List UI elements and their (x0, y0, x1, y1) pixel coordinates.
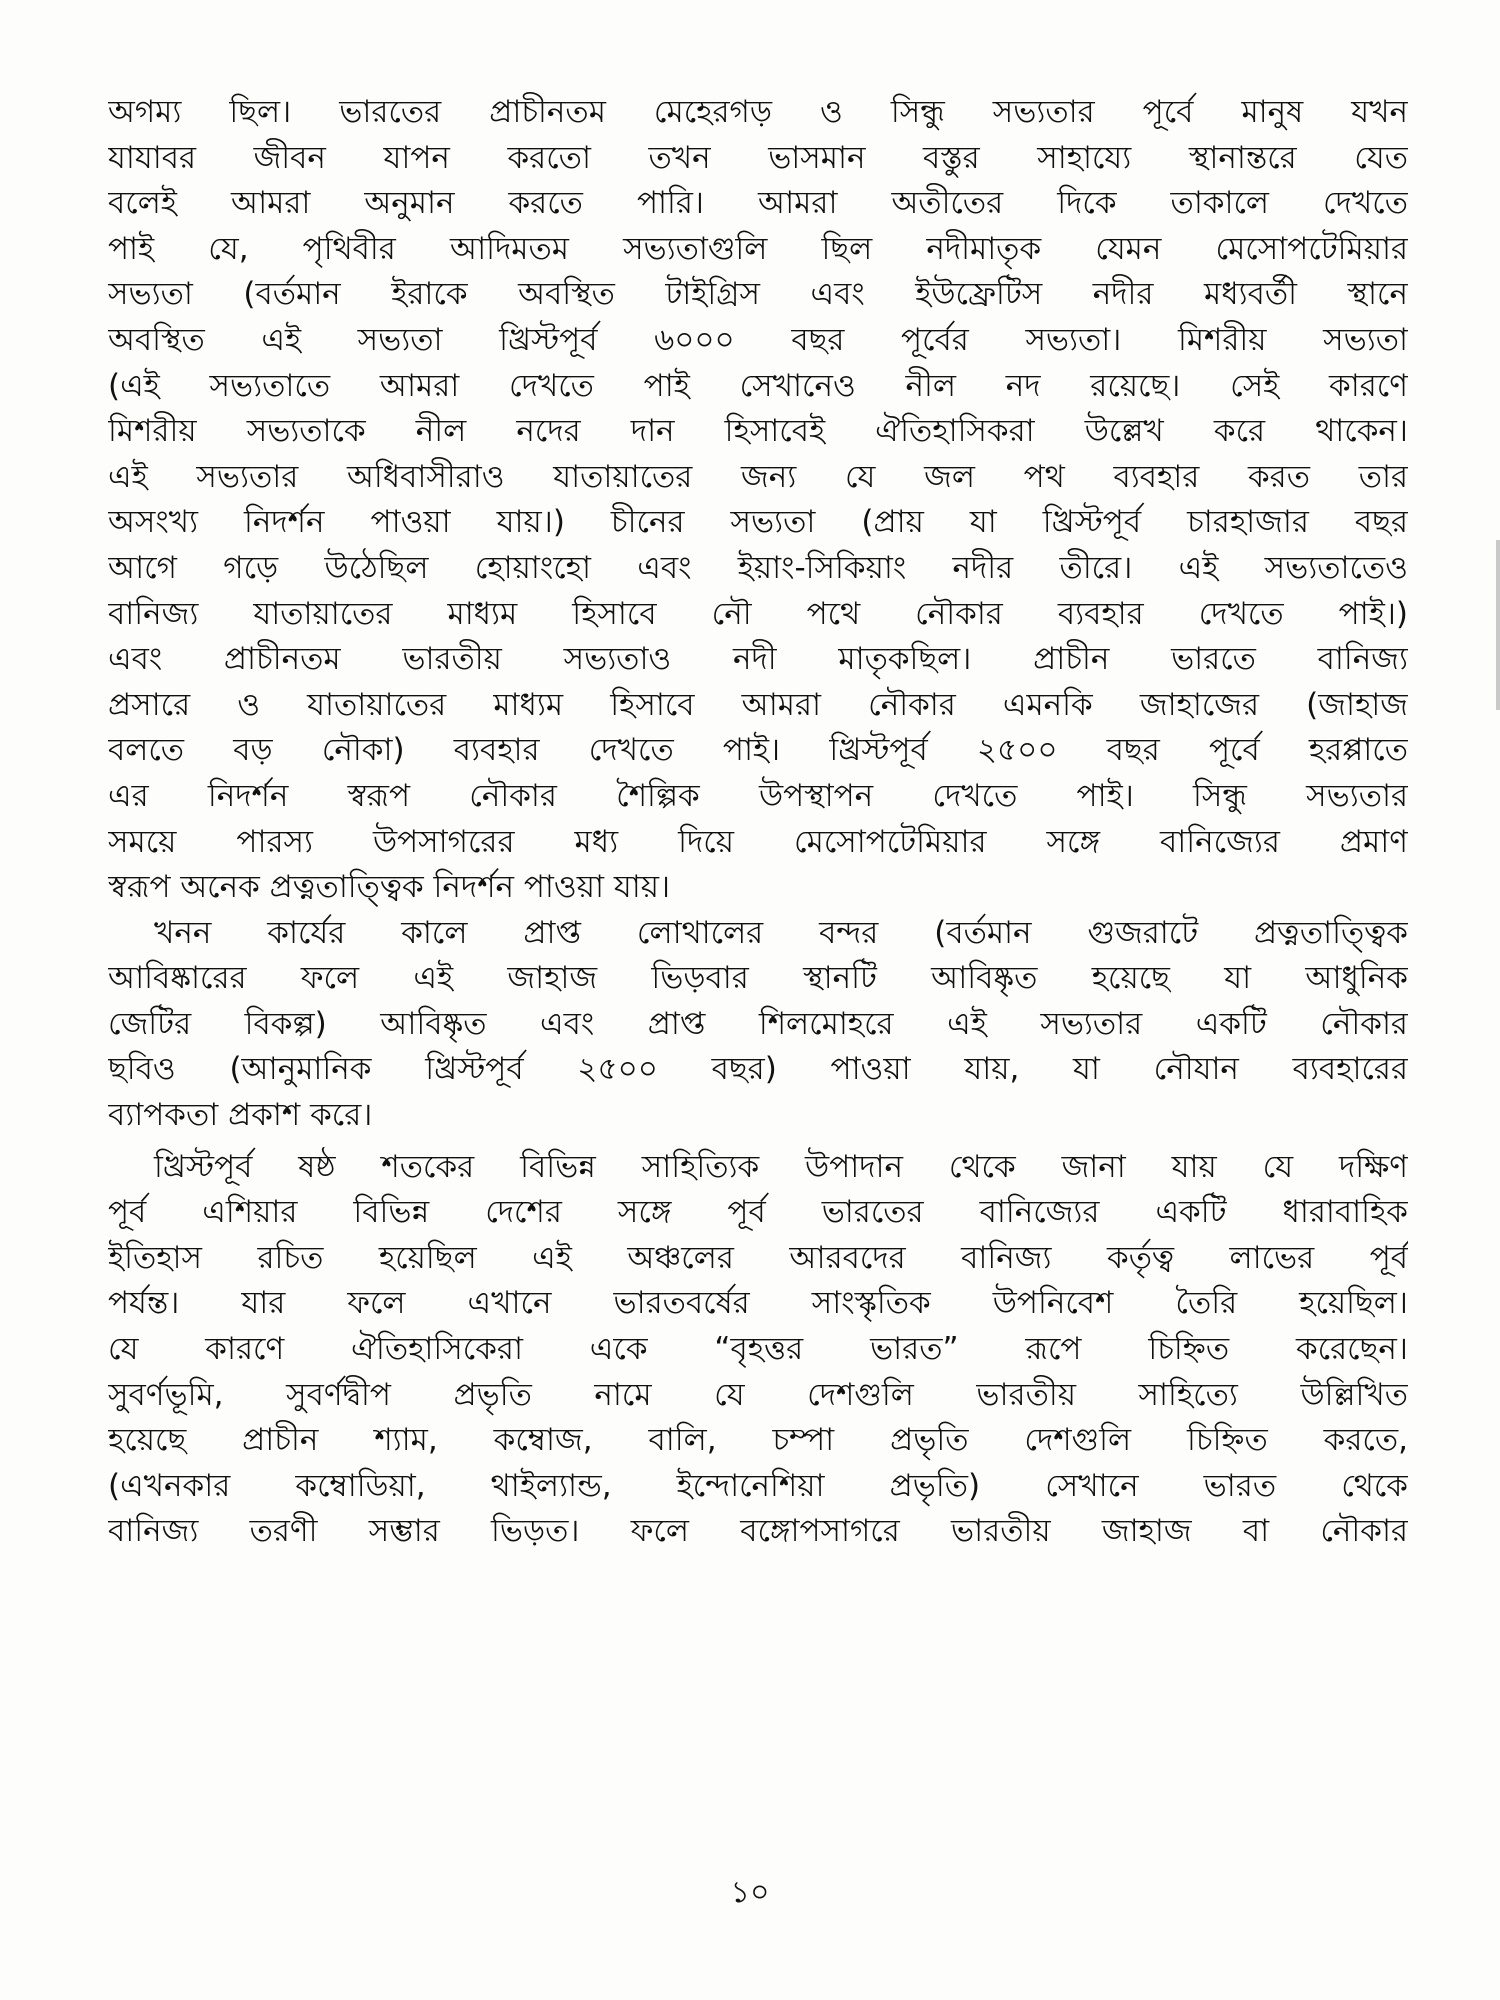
text-line: ব্যাপকতা প্রকাশ করে। (108, 1097, 373, 1134)
text-line: পাই যে, পৃথিবীর আদিমতম সভ্যতাগুলি ছিল নদীমাতৃক যেমন মেসোপটেমিয়ার (108, 230, 1408, 267)
text-line: বানিজ্য তরণী সম্ভার ভিড়ত। ফলে বঙ্গোপসাগরে ভারতীয় জাহাজ বা নৌকার (108, 1513, 1408, 1550)
text-line: খনন কার্যের কালে প্রাপ্ত লোথালের বন্দর (বর্তমান গুজরাটে প্রত্নতাত্ত্বিক (154, 914, 1408, 951)
text-line: অসংখ্য নিদর্শন পাওয়া যায়।) চীনের সভ্যতা (প্রায় যা খ্রিস্টপূর্ব চারহাজার বছর (108, 504, 1408, 541)
text-line: খ্রিস্টপূর্ব ষষ্ঠ শতকের বিভিন্ন সাহিত্যিক উপাদান থেকে জানা যায় যে দক্ষিণ (154, 1148, 1408, 1185)
text-line: বলেই আমরা অনুমান করতে পারি। আমরা অতীতের দিকে তাকালে দেখতে (108, 185, 1408, 222)
text-line: সুবর্ণভূমি, সুবর্ণদ্বীপ প্রভৃতি নামে যে দেশগুলি ভারতীয় সাহিত্যে উল্লিখিত (108, 1376, 1408, 1413)
text-line: স্বরূপ অনেক প্রত্নতাত্ত্বিক নিদর্শন পাওয়া যায়। (108, 869, 671, 906)
paragraph-1 (108, 90, 1408, 911)
text-line: সময়ে পারস্য উপসাগরের মধ্য দিয়ে মেসোপটেমিয়ার সঙ্গে বানিজ্যের প্রমাণ (108, 823, 1408, 860)
text-line: আগে গড়ে উঠেছিল হোয়াংহো এবং ইয়াং-সিকিয়াং নদীর তীরে। এই সভ্যতাতেও (108, 549, 1408, 586)
text-line: সভ্যতা (বর্তমান ইরাকে অবস্থিত টাইগ্রিস এবং ইউফ্রেটিস নদীর মধ্যবর্তী স্থানে (108, 276, 1408, 313)
page-number: ১০ (730, 1875, 770, 1910)
text-line: এর নিদর্শন স্বরূপ নৌকার শৈল্পিক উপস্থাপন দেখতে পাই। সিন্ধু সভ্যতার (108, 777, 1408, 814)
text-line: যাযাবর জীবন যাপন করতো তখন ভাসমান বস্তুর সাহায্যে স্থানান্তরে যেত (108, 139, 1408, 176)
text-line: আবিষ্কারের ফলে এই জাহাজ ভিড়বার স্থানটি আবিষ্কৃত হয়েছে যা আধুনিক (108, 960, 1408, 997)
text-line: যে কারণে ঐতিহাসিকেরা একে “বৃহত্তর ভারত” রূপে চিহ্নিত করেছেন। (108, 1331, 1408, 1368)
text-line: জেটির বিকল্প) আবিষ্কৃত এবং প্রাপ্ত শিলমোহরে এই সভ্যতার একটি নৌকার (108, 1005, 1408, 1042)
text-line: অবস্থিত এই সভ্যতা খ্রিস্টপূর্ব ৬০০০ বছর পূর্বের সভ্যতা। মিশরীয় সভ্যতা (108, 321, 1408, 358)
text-line: ছবিও (আনুমানিক খ্রিস্টপূর্ব ২৫০০ বছর) পাওয়া যায়, যা নৌযান ব্যবহারের (108, 1051, 1408, 1088)
paragraph-3 (108, 1145, 1408, 1555)
text-line: বানিজ্য যাতায়াতের মাধ্যম হিসাবে নৌ পথে নৌকার ব্যবহার দেখতে পাই।) (108, 595, 1408, 632)
text-line: এই সভ্যতার অধিবাসীরাও যাতায়াতের জন্য যে জল পথ ব্যবহার করত তার (108, 458, 1408, 495)
body-text (108, 90, 1408, 1555)
paragraph-2 (108, 911, 1408, 1139)
text-line: বলতে বড় নৌকা) ব্যবহার দেখতে পাই। খ্রিস্টপূর্ব ২৫০০ বছর পূর্বে হরপ্পাতে (108, 732, 1408, 769)
text-line: অগম্য ছিল। ভারতের প্রাচীনতম মেহেরগড় ও সিন্ধু সভ্যতার পূর্বে মানুষ যখন (108, 94, 1408, 130)
text-line: পূর্ব এশিয়ার বিভিন্ন দেশের সঙ্গে পূর্ব ভারতের বানিজ্যের একটি ধারাবাহিক (108, 1194, 1408, 1231)
text-line: মিশরীয় সভ্যতাকে নীল নদের দান হিসাবেই ঐতিহাসিকরা উল্লেখ করে থাকেন। (108, 413, 1408, 450)
text-line: এবং প্রাচীনতম ভারতীয় সভ্যতাও নদী মাতৃকছিল। প্রাচীন ভারতে বানিজ্য (108, 641, 1408, 678)
text-line: (এই সভ্যতাতে আমরা দেখতে পাই সেখানেও নীল নদ রয়েছে। সেই কারণে (108, 367, 1408, 404)
text-line: ইতিহাস রচিত হয়েছিল এই অঞ্চলের আরবদের বানিজ্য কর্তৃত্ব লাভের পূর্ব (108, 1239, 1408, 1276)
text-line: প্রসারে ও যাতায়াতের মাধ্যম হিসাবে আমরা নৌকার এমনকি জাহাজের (জাহাজ (108, 686, 1408, 723)
text-line: হয়েছে প্রাচীন শ্যাম, কম্বোজ, বালি, চম্পা প্রভৃতি দেশগুলি চিহ্নিত করতে, (108, 1422, 1408, 1459)
page-edge-shadow (1496, 540, 1500, 710)
text-line: পর্যন্ত। যার ফলে এখানে ভারতবর্ষের সাংস্কৃতিক উপনিবেশ তৈরি হয়েছিল। (108, 1285, 1408, 1322)
text-line: (এখনকার কম্বোডিয়া, থাইল্যান্ড, ইন্দোনেশিয়া প্রভৃতি) সেখানে ভারত থেকে (108, 1467, 1408, 1504)
